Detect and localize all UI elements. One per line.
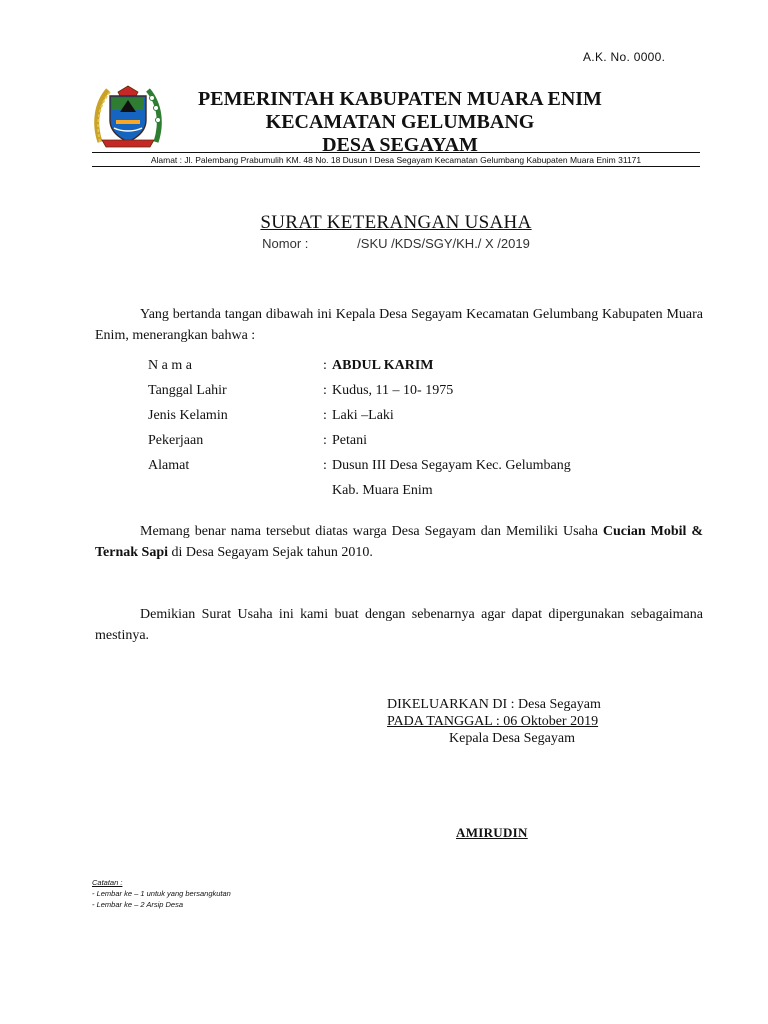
field-row-name: N a m a : ABDUL KARIM <box>148 353 668 378</box>
document-title: SURAT KETERANGAN USAHA <box>260 212 532 233</box>
field-row-occupation: Pekerjaan : Petani <box>148 428 668 453</box>
field-value: Kudus, 11 – 10- 1975 <box>332 383 454 398</box>
notes <box>92 877 231 910</box>
field-label: N a m a <box>148 358 192 373</box>
field-row-address-cont <box>148 478 668 503</box>
statement-paragraph <box>95 521 703 563</box>
signature-block <box>387 696 687 747</box>
regency-coat-of-arms-icon <box>92 80 164 150</box>
notes-heading: Catatan : <box>92 878 123 887</box>
ak-number: A.K. No. 0000. <box>583 50 666 64</box>
field-label: Tanggal Lahir <box>148 383 227 398</box>
closing-paragraph <box>95 604 703 646</box>
issued-at: DIKELUARKAN DI : Desa Segayam <box>387 697 601 712</box>
notes-item: - Lembar ke – 2 Arsip Desa <box>92 900 184 909</box>
letterhead-village: DESA SEGAYAM <box>322 134 478 156</box>
opening-paragraph <box>95 304 703 346</box>
letterhead-address: Alamat : Jl. Palembang Prabumulih KM. 48 No. 18 Dusun I Desa Segayam Kecamatan Gelumbang Kabupaten Muara Enim 31171 <box>150 155 642 165</box>
field-value: ABDUL KARIM <box>332 358 434 373</box>
field-value: Laki –Laki <box>332 408 394 423</box>
letterhead-regency: PEMERINTAH KABUPATEN MUARA ENIM <box>198 88 602 110</box>
closing-text: Demikian Surat Usaha ini kami buat dengan sebenarnya agar dapat dipergunakan sebagaimana mestinya. <box>95 607 703 643</box>
field-label: Jenis Kelamin <box>148 408 228 423</box>
statement-text: Memang benar nama tersebut diatas warga Desa Segayam dan Memiliki Usaha <box>140 524 603 539</box>
signer-name: AMIRUDIN <box>456 825 528 840</box>
notes-item: - Lembar ke – 1 untuk yang bersangkutan <box>92 889 231 898</box>
field-label: Alamat <box>148 458 190 473</box>
document-number-value: /SKU /KDS/SGY/KH./ X /2019 <box>357 236 530 251</box>
field-value: Dusun III Desa Segayam Kec. Gelumbang <box>332 458 571 473</box>
document-number <box>96 236 696 251</box>
statement-tail: di Desa Segayam Sejak tahun 2010. <box>168 545 373 560</box>
business-name: Cucian Mobil & Ternak Sapi <box>95 524 703 560</box>
identity-fields <box>148 353 668 503</box>
field-row-address: Alamat : Dusun III Desa Segayam Kec. Gelumbang <box>148 453 668 478</box>
field-row-gender: Jenis Kelamin : Laki –Laki <box>148 403 668 428</box>
field-label: Pekerjaan <box>148 433 204 448</box>
signer-position: Kepala Desa Segayam <box>449 731 575 746</box>
letterhead-top-rule <box>92 152 700 153</box>
document-number-label: Nomor : <box>262 236 309 251</box>
opening-text: Yang bertanda tangan dibawah ini Kepala Desa Segayam Kecamatan Gelumbang Kabupaten Muara Enim, menerangkan bahwa : <box>95 307 703 343</box>
field-row-birth: Tanggal Lahir : Kudus, 11 – 10- 1975 <box>148 378 668 403</box>
letterhead-district: KECAMATAN GELUMBANG <box>265 111 535 133</box>
field-value: Petani <box>332 433 367 448</box>
letterhead-bottom-rule <box>92 166 700 167</box>
field-value: Kab. Muara Enim <box>332 483 433 498</box>
issue-date: PADA TANGGAL : 06 Oktober 2019 <box>387 714 599 729</box>
